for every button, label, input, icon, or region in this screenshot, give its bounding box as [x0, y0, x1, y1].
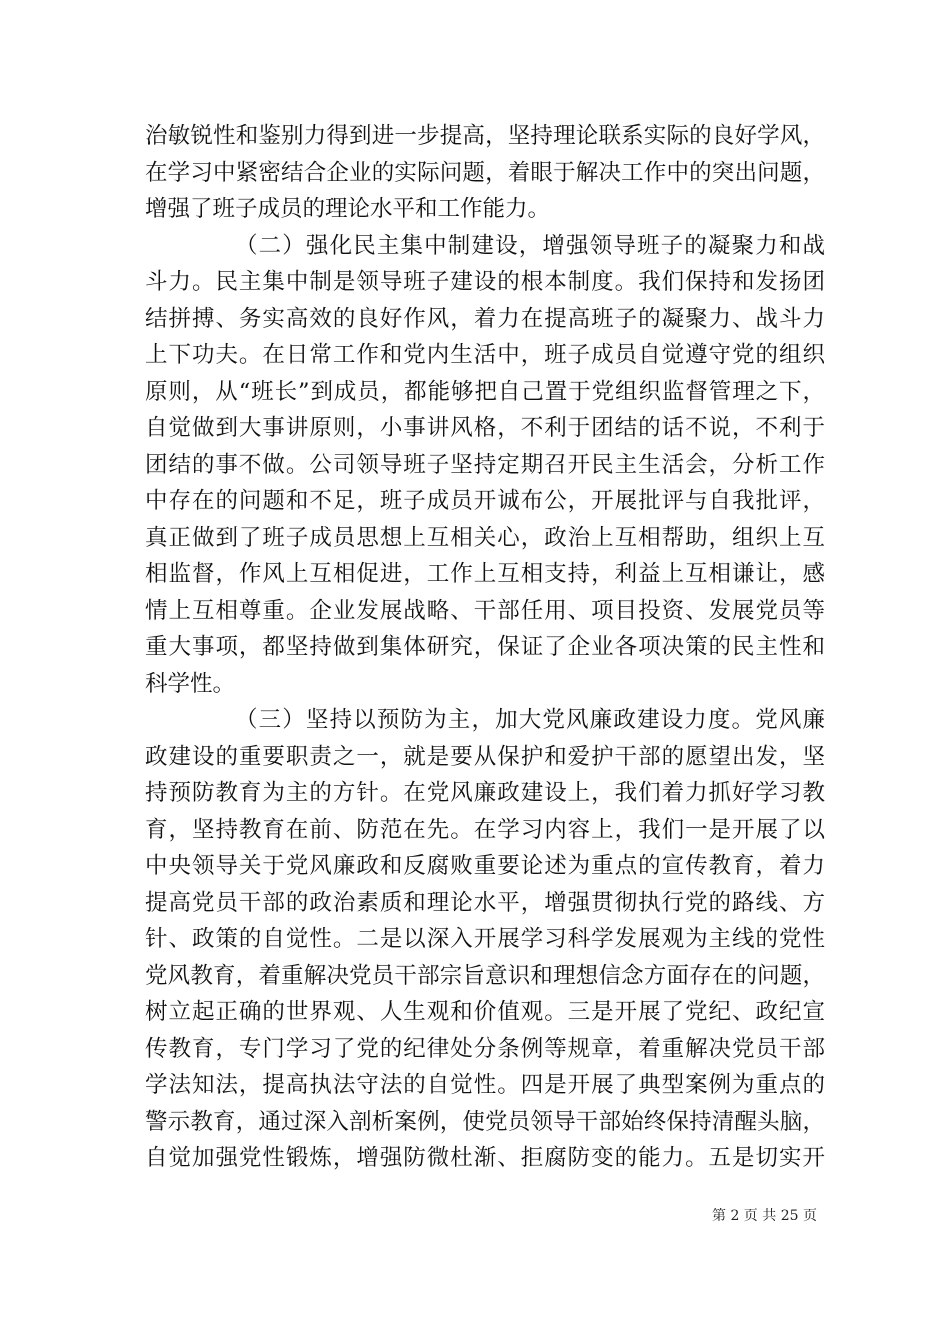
- text-line: 警示教育，通过深入剖析案例，使党员领导干部始终保持清醒头脑，: [145, 1108, 825, 1135]
- text-line: 真正做到了班子成员思想上互相关心，政治上互相帮助，组织上互: [145, 524, 825, 551]
- text-line: 情上互相尊重。企业发展战略、干部任用、项目投资、发展党员等: [145, 597, 825, 624]
- text-line: 治敏锐性和鉴别力得到进一步提高，坚持理论联系实际的良好学风，: [145, 123, 825, 149]
- text-line: 相监督，作风上互相促进，工作上互相支持，利益上互相谦让，感: [145, 561, 825, 587]
- text-line: 传教育，专门学习了党的纪律处分条例等规章，着重解决党员干部: [145, 1035, 825, 1062]
- text-line: 自觉做到大事讲原则，小事讲风格，不利于团结的话不说，不利于: [145, 415, 825, 441]
- text-line: 上下功夫。在日常工作和党内生活中，班子成员自觉遵守党的组织: [145, 342, 825, 368]
- text-line: 重大事项，都坚持做到集体研究，保证了企业各项决策的民主性和: [145, 634, 825, 660]
- text-line: 育，坚持教育在前、防范在先。在学习内容上，我们一是开展了以: [145, 816, 825, 843]
- text-line: 在学习中紧密结合企业的实际问题，着眼于解决工作中的突出问题，: [145, 159, 825, 186]
- text-line: 持预防教育为主的方针。在党风廉政建设上，我们着力抓好学习教: [145, 780, 825, 806]
- document-body: [145, 118, 825, 1177]
- text-line: 科学性。: [145, 670, 236, 697]
- text-line: 自觉加强党性锻炼，增强防微杜渐、拒腐防变的能力。五是切实开: [145, 1145, 825, 1171]
- text-line: 针、政策的自觉性。二是以深入开展学习科学发展观为主线的党性: [145, 926, 825, 952]
- text-line: 中存在的问题和不足，班子成员开诚布公，开展批评与自我批评，: [145, 488, 825, 514]
- text-line: 结拼搏、务实高效的良好作风，着力在提高班子的凝聚力、战斗力: [145, 305, 825, 332]
- text-line: 原则，从“班长”到成员，都能够把自己置于党组织监督管理之下，: [145, 378, 825, 405]
- section-heading-line: （三）坚持以预防为主，加大党风廉政建设力度。党风廉: [235, 707, 825, 733]
- section-heading-line: （二）强化民主集中制建设，增强领导班子的凝聚力和战: [235, 232, 825, 259]
- text-line: 政建设的重要职责之一，就是要从保护和爱护干部的愿望出发，坚: [145, 743, 825, 770]
- text-line: 斗力。民主集中制是领导班子建设的根本制度。我们保持和发扬团: [145, 269, 825, 295]
- text-line: 中央领导关于党风廉政和反腐败重要论述为重点的宣传教育，着力: [145, 853, 825, 879]
- text-line: 提高党员干部的政治素质和理论水平，增强贯彻执行党的路线、方: [145, 889, 825, 916]
- text-line: 增强了班子成员的理论水平和工作能力。: [145, 196, 551, 222]
- text-line: 党风教育，着重解决党员干部宗旨意识和理想信念方面存在的问题，: [145, 962, 825, 989]
- text-line: 团结的事不做。公司领导班子坚持定期召开民主生活会，分析工作: [145, 451, 825, 478]
- page-number-footer: 第 2 页 共 25 页: [712, 1208, 817, 1224]
- text-line: 学法知法，提高执法守法的自觉性。四是开展了典型案例为重点的: [145, 1072, 825, 1098]
- text-line: 树立起正确的世界观、人生观和价值观。三是开展了党纪、政纪宣: [145, 999, 825, 1025]
